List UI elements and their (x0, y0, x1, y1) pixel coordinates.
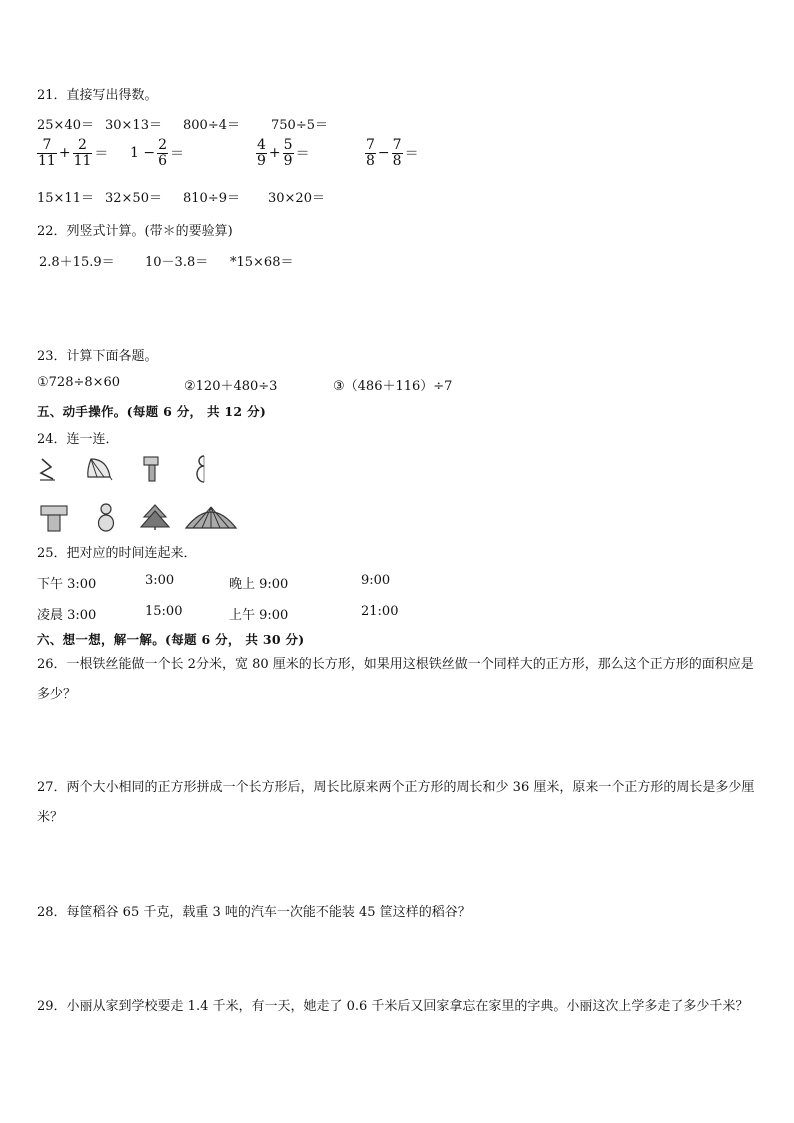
zigzag-icon (37, 455, 59, 483)
q21-frac-expr-2: 1 − $\frac{2}{6}$ ＝ (130, 137, 185, 169)
umbrella-icon (183, 504, 239, 532)
q22-item-3: *15×68＝ (230, 255, 294, 270)
tree-icon (138, 503, 172, 531)
fraction: $\frac{7}{8}$ (392, 137, 402, 169)
q23-title: 23．计算下面各题。 (37, 349, 158, 364)
q25-r2-c2: 15:00 (145, 604, 183, 619)
q21-r1-c1: 25×40＝ (37, 118, 94, 133)
q23-item-1: ①728÷8×60 (37, 375, 121, 390)
stamp-half-icon (140, 454, 162, 484)
q23-item-3: ③（486＋116）÷7 (333, 379, 453, 394)
q25-r1-c4: 9:00 (361, 573, 391, 588)
q21-frac-expr-1: $\frac{7}{11}$ + $\frac{2}{11}$ ＝ (38, 137, 109, 169)
fraction: $\frac{2}{6}$ (158, 137, 168, 169)
fraction: $\frac{7}{11}$ (38, 137, 56, 169)
q21-r1-c2: 30×13＝ (105, 118, 162, 133)
section-6-heading: 六、想一想，解一解。(每题 6 分， 共 30 分) (37, 632, 305, 647)
q25-r1-c3: 晚上 9:00 (229, 577, 289, 592)
q28-text: 28．每筐稻谷 65 千克，载重 3 吨的汽车一次能不能装 45 筐这样的稻谷？ (37, 905, 471, 920)
q21-title: 21．直接写出得数。 (37, 88, 158, 103)
q22-item-1: 2.8＋15.9＝ (39, 255, 115, 270)
fraction: $\frac{4}{9}$ (257, 137, 266, 169)
q21-r1-c4: 750÷5＝ (271, 118, 328, 133)
q25-r2-c1: 凌晨 3:00 (37, 608, 97, 623)
q25-r2-c3: 上午 9:00 (229, 608, 289, 623)
q25-title: 25．把对应的时间连起来． (37, 546, 197, 561)
q22-item-2: 10－3.8＝ (145, 255, 209, 270)
umbrella-half-icon (85, 455, 115, 481)
q21-frac-expr-4: $\frac{7}{8}$ − $\frac{7}{8}$ ＝ (366, 137, 419, 169)
q25-r2-c4: 21:00 (361, 604, 399, 619)
q21-frac-expr-3: $\frac{4}{9}$ + $\frac{5}{9}$ ＝ (257, 137, 310, 169)
q23-item-2: ②120＋480÷3 (184, 379, 278, 394)
q25-r1-c2: 3:00 (145, 573, 175, 588)
snowman-icon (95, 501, 117, 533)
q29-text: 29．小丽从家到学校要走 1.4 千米，有一天，她走了 0.6 千米后又回家拿忘在家里的字典。小丽这次上学多走了多少千米？ (37, 999, 749, 1014)
fraction: $\frac{2}{11}$ (73, 137, 92, 169)
q27-text: 27．两个大小相同的正方形拼成一个长方形后，周长比原来两个正方形的周长和少 36 厘米，原来一个正方形的周长是多少厘米？ (37, 780, 755, 825)
q21-r3-c2: 32×50＝ (105, 191, 162, 206)
q25-r1-c1: 下午 3:00 (37, 577, 97, 592)
fraction: $\frac{5}{9}$ (283, 137, 293, 169)
q26-text: 26．一根铁丝能做一个长 2分米，宽 80 厘米的长方形，如果用这根铁丝做一个同样大的正方形，那么这个正方形的面积应是多少？ (37, 657, 754, 702)
q21-r3-c1: 15×11＝ (37, 191, 94, 206)
snowman-half-icon (194, 453, 212, 485)
section-5-heading: 五、动手操作。(每题 6 分， 共 12 分) (37, 404, 267, 419)
q22-title: 22．列竖式计算。(带＊的要验算) (37, 224, 233, 239)
q21-r1-c3: 800÷4＝ (183, 118, 240, 133)
q21-r3-c3: 810÷9＝ (183, 191, 240, 206)
q24-title: 24．连一连． (37, 432, 119, 447)
fraction: $\frac{7}{8}$ (366, 137, 375, 169)
q21-r3-c4: 30×20＝ (268, 191, 325, 206)
stamp-icon (38, 503, 70, 533)
